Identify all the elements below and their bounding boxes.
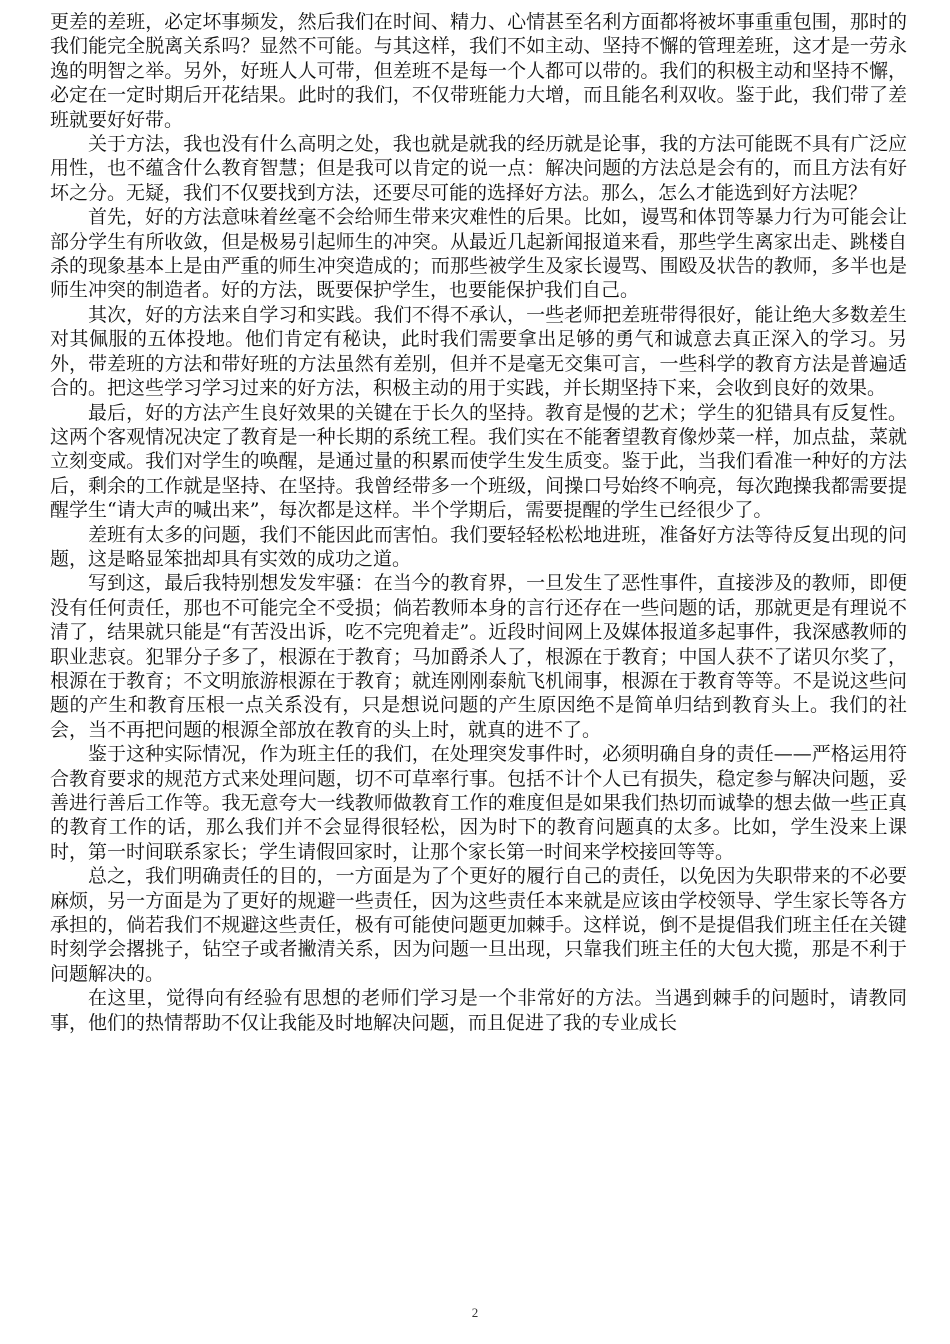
- paragraph-2: 关于方法，我也没有什么高明之处，我也就是就我的经历就是论事，我的方法可能既不具有广泛应用性，也不蕴含什么教育智慧；但是我可以肯定的说一点：解决问题的方法总是会有的，而且方法有好坏之分。无疑，我们不仅要找到方法，还要尽可能的选择好方法。那么，怎么才能选到好方法呢？: [50, 133, 907, 204]
- paragraph-3: 首先，好的方法意味着丝毫不会给师生带来灾难性的后果。比如，谩骂和体罚等暴力行为可能会让部分学生有所收敛，但是极易引起师生的冲突。从最近几起新闻报道来看，那些学生离家出走、跳楼自杀的现象基本上是由严重的师生冲突造成的；而那些被学生及家长谩骂、围殴及状告的教师，多半也是师生冲突的制造者。好的方法，既要保护学生，也要能保护我们自己。: [50, 206, 907, 302]
- page-number: 2: [471, 1305, 479, 1320]
- paragraph-4: 其次，好的方法来自学习和实践。我们不得不承认，一些老师把差班带得很好，能让绝大多数差生对其佩服的五体投地。他们肯定有秘诀，此时我们需要拿出足够的勇气和诚意去真正深入的学习。另外，带差班的方法和带好班的方法虽然有差别，但并不是毫无交集可言，一些科学的教育方法是普遍适合的。把这些学习学习过来的好方法，积极主动的用于实践，并长期坚持下来，会收到良好的效果。: [50, 303, 907, 400]
- paragraph-7: 写到这，最后我特别想发发牢骚：在当今的教育界，一旦发生了恶性事件，直接涉及的教师，即便没有任何责任，那也不可能完全不受损；倘若教师本身的言行还存在一些问题的话，那就更是有理说不清了，结果就只能是“有苦没出诉，吃不完兜着走”。近段时间网上及媒体报道多起事件，我深感教师的职业悲哀。犯罪分子多了，根源在于教育；马加爵杀人了，根源在于教育；中国人获不了诺贝尔奖了，根源在于教育；不文明旅游根源在于教育；就连刚刚泰航飞机闹事，根源在于教育等等。不是说这些问题的产生和教育压根一点关系没有，只是想说问题的产生原因绝不是简单归结到教育头上。我们的社会，当不再把问题的根源全部放在教育的头上时，就真的进不了。: [50, 572, 907, 741]
- paragraph-5: 最后，好的方法产生良好效果的关键在于长久的坚持。教育是慢的艺术；学生的犯错具有反复性。这两个客观情况决定了教育是一种长期的系统工程。我们实在不能奢望教育像炒菜一样，加点盐，菜就立刻变咸。我们对学生的唤醒，是通过量的积累而使学生发生质变。鉴于此，当我们看准一种好的方法后，剩余的工作就是坚持、在坚持。我曾经带多一个班级，间操口号始终不响亮，每次跑操我都需要提醒学生“请大声的喊出来”，每次都是这样。半个学期后，需要提醒的学生已经很少了。: [50, 401, 907, 522]
- paragraph-10: 在这里，觉得向有经验有思想的老师们学习是一个非常好的方法。当遇到棘手的问题时，请教同事，他们的热情帮助不仅让我能及时地解决问题，而且促进了我的专业成长: [50, 987, 907, 1034]
- paragraph-8: 鉴于这种实际情况，作为班主任的我们，在处理突发事件时，必须明确自身的责任——严格运用符合教育要求的规范方式来处理问题，切不可草率行事。包括不计个人已有损失，稳定参与解决问题，妥善进行善后工作等。我无意夸大一线教师做教育工作的难度但是如果我们热切而诚挚的想去做一些正真的教育工作的话，那么我们并不会显得很轻松，因为时下的教育问题真的太多。比如，学生没来上课时，第一时间联系家长；学生请假回家时，让那个家长第一时间来学校接回等等。: [50, 743, 907, 863]
- paragraph-9: 总之，我们明确责任的目的，一方面是为了个更好的履行自己的责任，以免因为失职带来的不必要麻烦，另一方面是为了更好的规避一些责任，因为这些责任本来就是应该由学校领导、学生家长等各方承担的，倘若我们不规避这些责任，极有可能使问题更加棘手。这样说，倒不是提倡我们班主任在关键时刻学会撂挑子，钻空子或者撇清关系，因为问题一旦出现，只靠我们班主任的大包大揽，那是不利于问题解决的。: [50, 865, 907, 985]
- paragraph-6: 差班有太多的问题，我们不能因此而害怕。我们要轻轻松松地进班，准备好方法等待反复出现的问题，这是略显笨拙却具有实效的成功之道。: [50, 523, 907, 570]
- document-body: [50, 10, 907, 1310]
- paragraph-1: 更差的差班，必定坏事频发，然后我们在时间、精力、心情甚至名利方面都将被坏事重重包围，那时的我们能完全脱离关系吗？显然不可能。与其这样，我们不如主动、坚持不懈的管理差班，这才是一劳永逸的明智之举。另外，好班人人可带，但差班不是每一个人都可以带的。我们的积极主动和坚持不懈，必定在一定时期后开花结果。此时的我们，不仅带班能力大增，而且能名利双收。鉴于此，我们带了差班就要好好带。: [50, 11, 907, 131]
